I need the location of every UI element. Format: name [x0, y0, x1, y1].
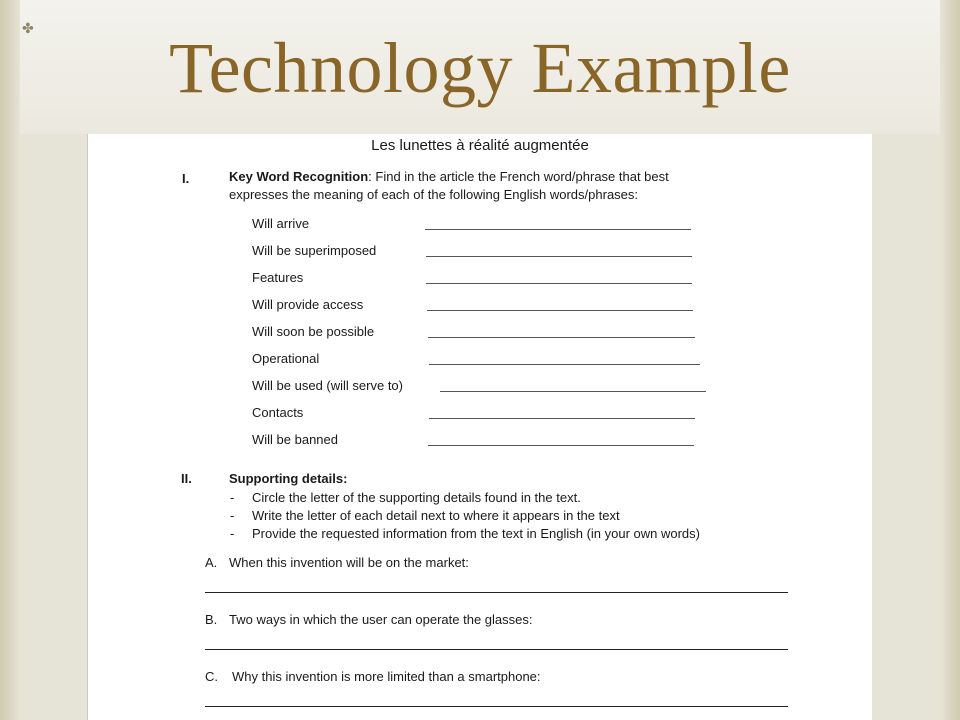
answer-blank[interactable] [428, 445, 694, 446]
slide-frame-left [0, 0, 20, 720]
question-text: Two ways in which the user can operate the glasses: [229, 612, 533, 627]
question-text: Why this invention is more limited than a smartphone: [232, 669, 541, 684]
worksheet-title: Les lunettes à réalité augmentée [371, 137, 589, 154]
answer-line[interactable] [205, 706, 788, 707]
answer-line[interactable] [205, 592, 788, 593]
answer-blank[interactable] [425, 229, 691, 230]
instruction-bullet: Write the letter of each detail next to where it appears in the text [252, 508, 620, 523]
answer-blank[interactable] [427, 310, 693, 311]
section-2-heading: Supporting details: [229, 471, 348, 486]
section-1-instruction-line2: expresses the meaning of each of the following English words/phrases: [229, 187, 639, 202]
keyword-item: Will soon be possible [252, 324, 375, 339]
keyword-item: Will be banned [252, 432, 338, 447]
bullet-marker: - [230, 508, 235, 523]
slide-frame-right [940, 0, 960, 720]
answer-blank[interactable] [426, 256, 692, 257]
section-1-instruction-line1: : Find in the article the French word/phrase that best [368, 169, 669, 184]
question-letter: C. [205, 669, 218, 684]
keyword-item: Features [252, 270, 304, 285]
slide-title: Technology Example [169, 28, 791, 108]
answer-blank[interactable] [426, 283, 692, 284]
keyword-item: Will be superimposed [252, 243, 377, 258]
section-1-numeral: I. [182, 171, 190, 186]
worksheet-image [87, 134, 872, 720]
instruction-bullet: Circle the letter of the supporting details found in the text. [252, 490, 581, 505]
answer-blank[interactable] [429, 364, 700, 365]
keyword-item: Will arrive [252, 216, 310, 231]
section-1-instruction [229, 169, 669, 184]
section-1-heading: Key Word Recognition [229, 169, 369, 184]
keyword-item: Operational [252, 351, 320, 366]
instruction-bullet: Provide the requested information from the text in English (in your own words) [252, 526, 700, 541]
answer-line[interactable] [205, 649, 788, 650]
bullet-marker: - [230, 526, 235, 541]
keyword-item: Will be used (will serve to) [252, 378, 403, 393]
question-letter: A. [205, 555, 218, 570]
answer-blank[interactable] [428, 337, 695, 338]
question-text: When this invention will be on the market: [229, 555, 469, 570]
section-2-numeral: II. [181, 471, 192, 486]
answer-blank[interactable] [429, 418, 695, 419]
keyword-item: Contacts [252, 405, 304, 420]
star-bullet-icon: ✤ [22, 21, 34, 37]
answer-blank[interactable] [440, 391, 706, 392]
question-letter: B. [205, 612, 218, 627]
bullet-marker: - [230, 490, 235, 505]
keyword-item: Will provide access [252, 297, 364, 312]
